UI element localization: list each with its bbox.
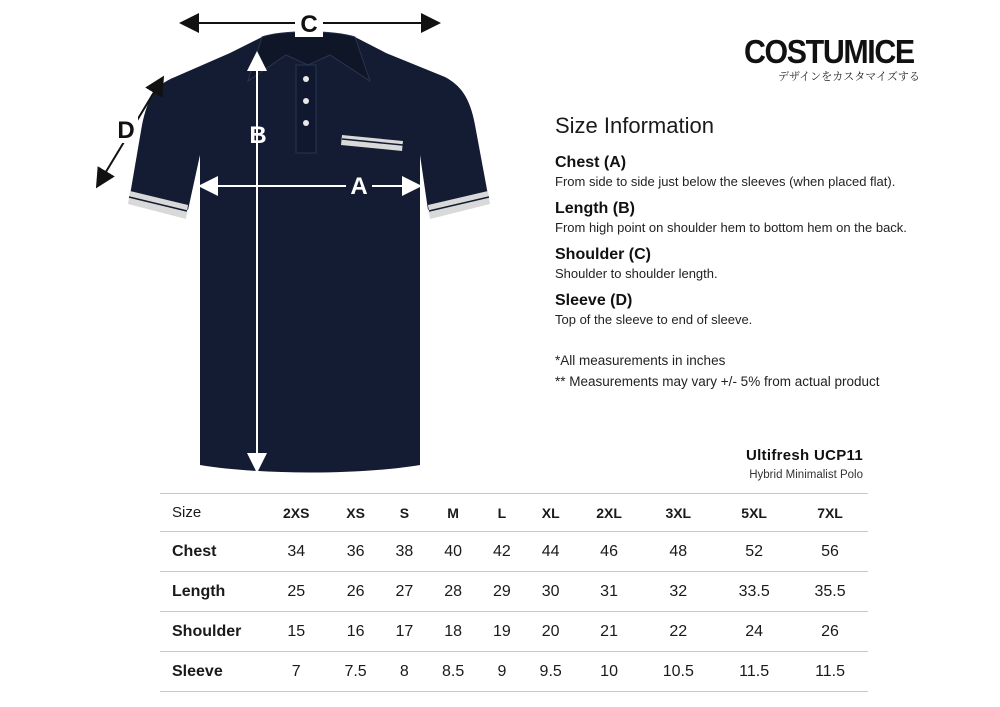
definition-chest	[555, 153, 975, 190]
table-cell: 33.5	[716, 572, 792, 612]
definition-term: Sleeve (D)	[555, 292, 633, 309]
table-cell: 22	[640, 612, 716, 652]
polo-shirt-diagram	[80, 5, 520, 485]
definition-term: Length (B)	[555, 200, 635, 217]
table-cell: 25	[264, 572, 328, 612]
definition-term: Shoulder (C)	[555, 246, 651, 263]
definition-desc: From high point on shoulder hem to bottom hem on the back.	[555, 220, 907, 235]
table-cell: 9.5	[524, 652, 578, 692]
size-header: S	[383, 494, 426, 532]
definition-term: Chest (A)	[555, 154, 627, 171]
label-c: C	[300, 11, 318, 38]
table-cell: 7.5	[328, 652, 382, 692]
size-header: 7XL	[792, 494, 868, 532]
table-cell: 24	[716, 612, 792, 652]
note-variance: ** Measurements may vary +/- 5% from actual product	[555, 374, 880, 389]
label-d: D	[117, 117, 135, 144]
table-cell: 19	[480, 612, 523, 652]
size-header: 2XS	[264, 494, 328, 532]
table-cell: 10.5	[640, 652, 716, 692]
table-cell: 52	[716, 532, 792, 572]
table-row	[160, 652, 868, 692]
table-cell: 16	[328, 612, 382, 652]
product-heading	[746, 447, 863, 481]
size-information	[555, 113, 975, 392]
table-cell: 40	[426, 532, 480, 572]
table-cell: 18	[426, 612, 480, 652]
size-info-title: Size Information	[555, 113, 714, 138]
row-label-shoulder: Shoulder	[160, 612, 264, 652]
polo-shirt-illustration	[80, 5, 520, 485]
table-cell: 28	[426, 572, 480, 612]
table-cell: 11.5	[792, 652, 868, 692]
table-cell: 27	[383, 572, 426, 612]
table-cell: 21	[578, 612, 641, 652]
product-subtitle: Hybrid Minimalist Polo	[749, 469, 863, 481]
table-cell: 17	[383, 612, 426, 652]
brand-tagline: デザインをカスタマイズする	[778, 71, 920, 83]
table-corner-label: Size	[160, 494, 264, 532]
table-cell: 15	[264, 612, 328, 652]
table-row	[160, 612, 868, 652]
table-cell: 31	[578, 572, 641, 612]
row-label-sleeve: Sleeve	[160, 652, 264, 692]
table-cell: 42	[480, 532, 523, 572]
size-chart-table	[160, 493, 868, 692]
table-cell: 35.5	[792, 572, 868, 612]
size-header: XL	[524, 494, 578, 532]
table-cell: 26	[328, 572, 382, 612]
table-cell: 32	[640, 572, 716, 612]
table-header-row	[160, 494, 868, 532]
product-name: Ultifresh UCP11	[745, 447, 863, 464]
table-row	[160, 572, 868, 612]
size-header: 3XL	[640, 494, 716, 532]
table-cell: 29	[480, 572, 523, 612]
label-a: A	[350, 173, 368, 200]
size-header: M	[426, 494, 480, 532]
table-cell: 9	[480, 652, 523, 692]
table-cell: 8	[383, 652, 426, 692]
note-inches: *All measurements in inches	[555, 353, 726, 368]
size-header: 5XL	[716, 494, 792, 532]
table-cell: 36	[328, 532, 382, 572]
table-cell: 10	[578, 652, 641, 692]
definition-desc: Shoulder to shoulder length.	[555, 266, 718, 281]
size-header: XS	[328, 494, 382, 532]
table-cell: 48	[640, 532, 716, 572]
size-header: 2XL	[578, 494, 641, 532]
table-row	[160, 532, 868, 572]
definition-length	[555, 199, 975, 236]
table-cell: 30	[524, 572, 578, 612]
table-cell: 56	[792, 532, 868, 572]
definition-shoulder	[555, 245, 975, 282]
table-cell: 20	[524, 612, 578, 652]
definition-desc: Top of the sleeve to end of sleeve.	[555, 312, 753, 327]
brand-name: COSTUMICE	[744, 33, 914, 70]
brand-logo	[744, 34, 934, 84]
definition-sleeve	[555, 291, 975, 328]
table-cell: 34	[264, 532, 328, 572]
table-cell: 46	[578, 532, 641, 572]
size-header: L	[480, 494, 523, 532]
row-label-length: Length	[160, 572, 264, 612]
table-cell: 38	[383, 532, 426, 572]
row-label-chest: Chest	[160, 532, 264, 572]
table-cell: 11.5	[716, 652, 792, 692]
measurement-notes	[555, 350, 975, 392]
table-cell: 26	[792, 612, 868, 652]
table-cell: 7	[264, 652, 328, 692]
label-b: B	[249, 122, 267, 149]
table-cell: 44	[524, 532, 578, 572]
definition-desc: From side to side just below the sleeves (when placed flat).	[555, 174, 896, 189]
table-cell: 8.5	[426, 652, 480, 692]
